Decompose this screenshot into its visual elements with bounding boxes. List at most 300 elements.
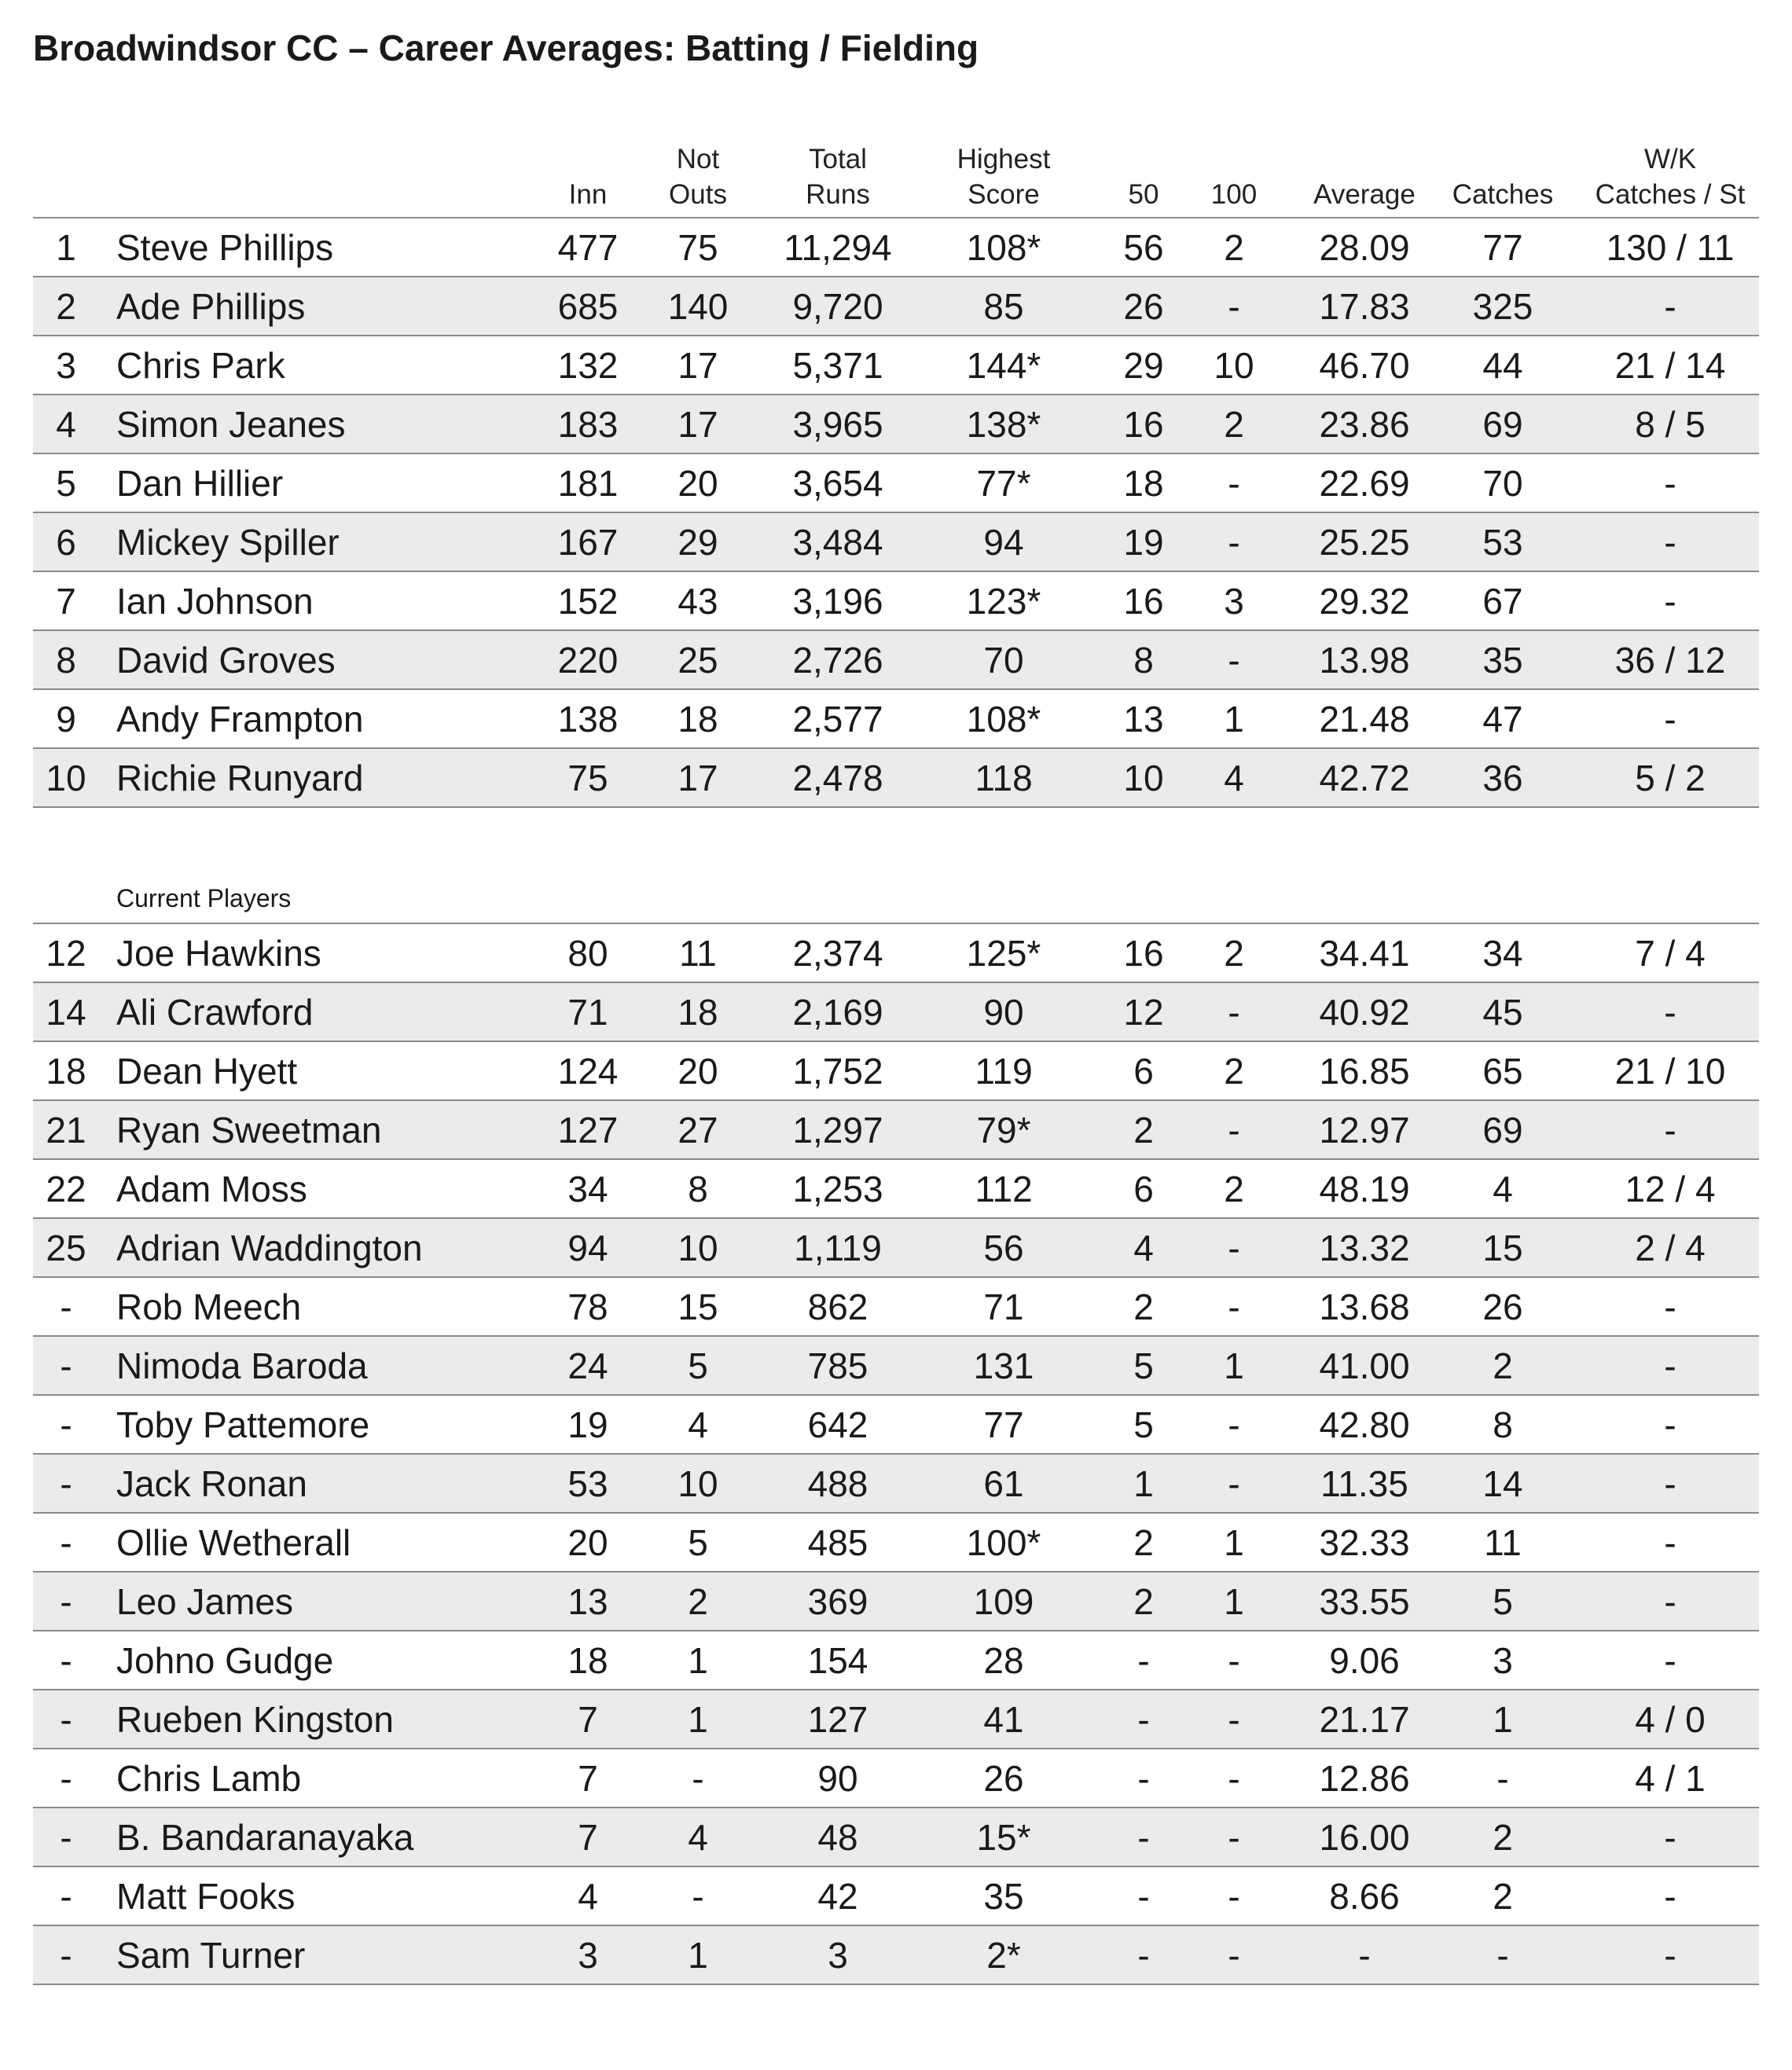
cell-catches: 45: [1482, 992, 1523, 1033]
cell-wk-catches-stumpings: -: [1664, 1935, 1676, 1976]
cell-catches: 1: [1493, 1699, 1513, 1740]
cell-name: David Groves: [116, 640, 336, 681]
cell-wk-catches-stumpings: -: [1664, 1581, 1676, 1622]
cell-highest-score: 108*: [966, 699, 1041, 740]
cell-highest-score: 41: [983, 1699, 1024, 1740]
cell-catches: 36: [1482, 758, 1523, 798]
cell-name: Ali Crawford: [116, 992, 314, 1033]
cell-fifties: 2: [1133, 1286, 1154, 1327]
cell-wk-catches-stumpings: 21 / 14: [1614, 345, 1726, 386]
cell-highest-score: 100*: [966, 1522, 1041, 1563]
cell-fifties: 29: [1123, 345, 1164, 386]
cell-wk-catches-stumpings: 36 / 12: [1614, 640, 1726, 681]
cell-not-outs: 15: [678, 1286, 718, 1327]
cell-name: Jack Ronan: [116, 1463, 307, 1504]
cell-name: Toby Pattemore: [116, 1404, 370, 1445]
cell-catches: 8: [1493, 1404, 1513, 1445]
cell-wk-catches-stumpings: -: [1664, 1345, 1676, 1386]
cell-not-outs: 140: [667, 286, 729, 327]
cell-average: 13.98: [1319, 640, 1410, 681]
cell-average: 8.66: [1329, 1876, 1400, 1917]
table-row: [33, 688, 1759, 747]
header-not-outs: [619, 118, 777, 212]
cell-innings: 685: [557, 286, 619, 327]
table-row: [33, 1925, 1759, 1985]
table-row: [33, 571, 1759, 629]
cell-average: 11.35: [1320, 1463, 1408, 1504]
cell-catches: 2: [1493, 1345, 1513, 1386]
cell-not-outs: 1: [688, 1699, 708, 1740]
cell-rank: 22: [46, 1169, 86, 1209]
cell-catches: 14: [1482, 1463, 1523, 1504]
cell-total-runs: 2,374: [792, 933, 883, 974]
cell-not-outs: 75: [678, 227, 718, 268]
cell-not-outs: -: [692, 1758, 704, 1799]
cell-hundreds: 4: [1224, 758, 1244, 798]
cell-fifties: 13: [1123, 699, 1164, 740]
cell-average: 22.69: [1319, 463, 1410, 504]
page-title: Broadwindsor CC – Career Averages: Batting / Fielding: [33, 28, 979, 68]
cell-catches: 5: [1493, 1581, 1513, 1622]
cell-highest-score: 119: [975, 1051, 1033, 1092]
cell-wk-catches-stumpings: -: [1664, 1286, 1676, 1327]
cell-total-runs: 369: [807, 1581, 868, 1622]
table-row: [33, 1335, 1759, 1394]
cell-total-runs: 1,752: [792, 1051, 883, 1092]
cell-total-runs: 5,371: [792, 345, 883, 386]
cell-total-runs: 3,484: [792, 522, 883, 563]
cell-average: 23.86: [1319, 404, 1410, 445]
cell-average: 41.00: [1319, 1345, 1410, 1386]
cell-average: 40.92: [1319, 992, 1410, 1033]
cell-catches: 70: [1482, 463, 1523, 504]
cell-total-runs: 1,253: [792, 1169, 883, 1209]
cell-rank: -: [60, 1699, 72, 1740]
table-row: [33, 1866, 1759, 1925]
cell-innings: 152: [557, 581, 619, 622]
cell-wk-catches-stumpings: -: [1664, 1110, 1676, 1151]
cell-innings: 80: [567, 933, 608, 974]
table-row: [33, 1158, 1759, 1217]
cell-rank: -: [60, 1522, 72, 1563]
cell-highest-score: 61: [983, 1463, 1024, 1504]
cell-rank: 12: [46, 933, 86, 974]
cell-not-outs: 8: [688, 1169, 708, 1209]
cell-not-outs: 29: [678, 522, 718, 563]
cell-fifties: 2: [1133, 1110, 1154, 1151]
cell-catches: 65: [1482, 1051, 1523, 1092]
cell-name: Chris Park: [116, 345, 285, 386]
cell-not-outs: 4: [688, 1817, 708, 1858]
cell-not-outs: 17: [678, 345, 718, 386]
cell-average: 46.70: [1319, 345, 1410, 386]
cell-rank: -: [60, 1463, 72, 1504]
table-row: [33, 982, 1759, 1041]
cell-name: Steve Phillips: [116, 227, 334, 268]
cell-average: 16.00: [1319, 1817, 1410, 1858]
cell-rank: 18: [46, 1051, 86, 1092]
cell-rank: 4: [56, 404, 76, 445]
header-line: Outs: [669, 179, 727, 210]
cell-rank: -: [60, 1640, 72, 1681]
cell-rank: -: [60, 1581, 72, 1622]
cell-total-runs: 9,720: [792, 286, 883, 327]
cell-name: Mickey Spiller: [116, 522, 340, 563]
cell-innings: 53: [567, 1463, 608, 1504]
cell-not-outs: 1: [688, 1640, 708, 1681]
cell-hundreds: 1: [1224, 699, 1244, 740]
cell-hundreds: -: [1228, 522, 1240, 563]
cell-hundreds: 2: [1224, 404, 1244, 445]
cell-name: Chris Lamb: [116, 1758, 302, 1799]
cell-highest-score: 144*: [966, 345, 1041, 386]
cell-total-runs: 642: [807, 1404, 868, 1445]
header-line: [1286, 141, 1443, 177]
cell-name: Rob Meech: [116, 1286, 302, 1327]
header-catches: [1424, 118, 1581, 212]
header-line: Highest: [957, 144, 1051, 174]
cell-not-outs: 43: [678, 581, 718, 622]
cell-name: Johno Gudge: [116, 1640, 334, 1681]
section-label-current-players: Current Players: [116, 884, 292, 912]
cell-rank: 14: [46, 992, 86, 1033]
cell-total-runs: 2,577: [792, 699, 883, 740]
cell-hundreds: -: [1228, 1758, 1240, 1799]
header-line: Catches: [1452, 179, 1554, 210]
cell-wk-catches-stumpings: -: [1664, 286, 1676, 327]
cell-wk-catches-stumpings: -: [1664, 522, 1676, 563]
cell-innings: 181: [557, 463, 619, 504]
table-row: [33, 1689, 1759, 1748]
cell-innings: 24: [567, 1345, 608, 1386]
cell-fifties: -: [1137, 1876, 1150, 1917]
cell-fifties: 6: [1133, 1051, 1154, 1092]
cell-rank: -: [60, 1876, 72, 1917]
cell-innings: 71: [567, 992, 608, 1033]
cell-catches: 26: [1482, 1286, 1523, 1327]
cell-rank: 10: [46, 758, 86, 798]
cell-total-runs: 1,297: [792, 1110, 883, 1151]
cell-average: 9.06: [1329, 1640, 1400, 1681]
cell-wk-catches-stumpings: 8 / 5: [1635, 404, 1706, 445]
cell-name: B. Bandaranayaka: [116, 1817, 414, 1858]
cell-catches: 44: [1482, 345, 1523, 386]
cell-wk-catches-stumpings: -: [1664, 463, 1676, 504]
cell-highest-score: 79*: [976, 1110, 1031, 1151]
cell-name: Joe Hawkins: [116, 933, 321, 974]
table-row: [33, 276, 1759, 335]
cell-innings: 78: [567, 1286, 608, 1327]
cell-not-outs: 10: [678, 1463, 718, 1504]
cell-fifties: 6: [1133, 1169, 1154, 1209]
cell-fifties: -: [1137, 1935, 1150, 1976]
cell-average: 32.33: [1319, 1522, 1410, 1563]
cell-wk-catches-stumpings: -: [1664, 1404, 1676, 1445]
top-players-table: [33, 217, 1759, 808]
header-line: Runs: [806, 179, 870, 210]
cell-rank: 2: [56, 286, 76, 327]
cell-wk-catches-stumpings: 21 / 10: [1614, 1051, 1726, 1092]
cell-wk-catches-stumpings: -: [1664, 1522, 1676, 1563]
cell-highest-score: 131: [973, 1345, 1034, 1386]
cell-not-outs: 18: [678, 992, 718, 1033]
cell-hundreds: -: [1228, 1817, 1240, 1858]
cell-name: Andy Frampton: [116, 699, 364, 740]
cell-highest-score: 123*: [966, 581, 1041, 622]
cell-catches: 77: [1482, 227, 1523, 268]
cell-highest-score: 85: [983, 286, 1024, 327]
cell-highest-score: 71: [983, 1286, 1024, 1327]
cell-hundreds: -: [1228, 1463, 1240, 1504]
cell-fifties: -: [1137, 1817, 1150, 1858]
cell-innings: 19: [567, 1404, 608, 1445]
header-line: Total: [809, 144, 867, 174]
cell-catches: 2: [1493, 1876, 1513, 1917]
cell-not-outs: 17: [678, 404, 718, 445]
cell-innings: 138: [557, 699, 619, 740]
cell-fifties: 8: [1133, 640, 1154, 681]
cell-average: 13.68: [1319, 1286, 1410, 1327]
cell-catches: 15: [1482, 1228, 1523, 1268]
cell-rank: 7: [56, 581, 76, 622]
cell-name: Adam Moss: [116, 1169, 307, 1209]
cell-name: Ian Johnson: [116, 581, 314, 622]
cell-innings: 127: [557, 1110, 619, 1151]
table-row: [33, 453, 1759, 512]
cell-name: Simon Jeanes: [116, 404, 346, 445]
cell-hundreds: -: [1228, 1110, 1240, 1151]
cell-highest-score: 70: [983, 640, 1024, 681]
table-row: [33, 629, 1759, 688]
cell-not-outs: -: [692, 1876, 704, 1917]
cell-fifties: 56: [1123, 227, 1164, 268]
cell-rank: 1: [56, 227, 76, 268]
cell-total-runs: 3,965: [792, 404, 883, 445]
cell-hundreds: -: [1228, 1876, 1240, 1917]
cell-rank: -: [60, 1817, 72, 1858]
cell-innings: 167: [557, 522, 619, 563]
cell-total-runs: 2,478: [792, 758, 883, 798]
cell-not-outs: 10: [678, 1228, 718, 1268]
cell-highest-score: 94: [983, 522, 1024, 563]
cell-fifties: 12: [1123, 992, 1164, 1033]
cell-not-outs: 11: [679, 933, 717, 974]
header-average: [1286, 118, 1443, 212]
cell-name: Dean Hyett: [116, 1051, 298, 1092]
cell-catches: 53: [1482, 522, 1523, 563]
cell-not-outs: 4: [688, 1404, 708, 1445]
cell-highest-score: 108*: [966, 227, 1041, 268]
cell-wk-catches-stumpings: 4 / 0: [1635, 1699, 1706, 1740]
header-line: 100: [1210, 179, 1258, 210]
cell-innings: 477: [557, 227, 619, 268]
cell-catches: 69: [1482, 1110, 1523, 1151]
cell-catches: 67: [1482, 581, 1523, 622]
cell-fifties: 1: [1133, 1463, 1154, 1504]
table-row: [33, 1571, 1759, 1630]
cell-wk-catches-stumpings: -: [1664, 699, 1676, 740]
cell-average: 16.85: [1319, 1051, 1410, 1092]
cell-hundreds: -: [1228, 992, 1240, 1033]
cell-total-runs: 2,726: [792, 640, 883, 681]
header-line: 50: [1128, 179, 1159, 210]
header-line: Inn: [568, 179, 608, 210]
current-players-table: [33, 923, 1759, 1985]
cell-hundreds: 2: [1224, 227, 1244, 268]
header-line: Not: [676, 144, 720, 174]
table-row: [33, 1394, 1759, 1453]
cell-hundreds: -: [1228, 1640, 1240, 1681]
cell-hundreds: -: [1228, 286, 1240, 327]
cell-wk-catches-stumpings: 5 / 2: [1635, 758, 1706, 798]
cell-catches: 34: [1482, 933, 1523, 974]
table-row: [33, 1099, 1759, 1158]
cell-fifties: 4: [1133, 1228, 1154, 1268]
cell-average: 21.17: [1319, 1699, 1410, 1740]
cell-hundreds: 1: [1224, 1522, 1244, 1563]
header-line: [1424, 141, 1581, 177]
header-line: W/K: [1643, 144, 1697, 174]
cell-average: 42.80: [1319, 1404, 1410, 1445]
cell-not-outs: 20: [678, 1051, 718, 1092]
cell-not-outs: 18: [678, 699, 718, 740]
table-row: [33, 1217, 1759, 1276]
cell-wk-catches-stumpings: 130 / 11: [1606, 227, 1735, 268]
table-row: [33, 1807, 1759, 1866]
cell-average: 34.41: [1319, 933, 1410, 974]
cell-fifties: 5: [1133, 1404, 1154, 1445]
cell-rank: 6: [56, 522, 76, 563]
cell-hundreds: -: [1228, 1404, 1240, 1445]
cell-rank: -: [60, 1758, 72, 1799]
cell-name: Richie Runyard: [116, 758, 364, 798]
cell-fifties: 16: [1123, 933, 1164, 974]
cell-innings: 124: [557, 1051, 619, 1092]
cell-name: Matt Fooks: [116, 1876, 296, 1917]
table-row: [33, 1630, 1759, 1689]
cell-average: 12.97: [1319, 1110, 1410, 1151]
cell-not-outs: 20: [678, 463, 718, 504]
cell-total-runs: 3,654: [792, 463, 883, 504]
cell-total-runs: 785: [807, 1345, 868, 1386]
cell-average: 28.09: [1319, 227, 1410, 268]
cell-fifties: 2: [1133, 1581, 1154, 1622]
cell-total-runs: 485: [807, 1522, 868, 1563]
cell-name: Ryan Sweetman: [116, 1110, 382, 1151]
cell-catches: 47: [1482, 699, 1523, 740]
cell-name: Ollie Wetherall: [116, 1522, 351, 1563]
cell-wk-catches-stumpings: -: [1664, 1817, 1676, 1858]
cell-rank: -: [60, 1345, 72, 1386]
cell-highest-score: 138*: [966, 404, 1041, 445]
header-line: Catches / St: [1595, 179, 1746, 210]
cell-highest-score: 125*: [966, 933, 1041, 974]
cell-wk-catches-stumpings: 7 / 4: [1635, 933, 1706, 974]
cell-highest-score: 90: [983, 992, 1024, 1033]
cell-total-runs: 154: [807, 1640, 868, 1681]
cell-highest-score: 15*: [976, 1817, 1031, 1858]
cell-name: Rueben Kingston: [116, 1699, 394, 1740]
cell-hundreds: 10: [1214, 345, 1254, 386]
cell-innings: 7: [578, 1758, 598, 1799]
cell-name: Dan Hillier: [116, 463, 284, 504]
cell-innings: 20: [567, 1522, 608, 1563]
cell-average: 25.25: [1319, 522, 1410, 563]
cell-average: 29.32: [1319, 581, 1410, 622]
cell-hundreds: -: [1228, 1935, 1240, 1976]
cell-rank: 9: [56, 699, 76, 740]
cell-rank: 5: [56, 463, 76, 504]
cell-not-outs: 1: [688, 1935, 708, 1976]
cell-highest-score: 28: [983, 1640, 1024, 1681]
header-total-runs: [759, 118, 916, 212]
cell-not-outs: 17: [678, 758, 718, 798]
cell-highest-score: 77: [983, 1404, 1024, 1445]
cell-total-runs: 3,196: [792, 581, 883, 622]
cell-total-runs: 11,294: [784, 227, 892, 268]
table-row: [33, 217, 1759, 276]
cell-catches: -: [1496, 1758, 1509, 1799]
cell-wk-catches-stumpings: -: [1664, 1876, 1676, 1917]
cell-rank: -: [60, 1404, 72, 1445]
cell-innings: 3: [578, 1935, 598, 1976]
cell-innings: 7: [578, 1817, 598, 1858]
cell-wk-catches-stumpings: 12 / 4: [1625, 1169, 1716, 1209]
cell-total-runs: 127: [807, 1699, 868, 1740]
cell-hundreds: -: [1228, 640, 1240, 681]
cell-not-outs: 5: [688, 1522, 708, 1563]
cell-catches: 4: [1493, 1169, 1513, 1209]
table-row: [33, 335, 1759, 394]
table-row: [33, 1748, 1759, 1807]
cell-catches: 35: [1482, 640, 1523, 681]
cell-average: 21.48: [1319, 699, 1410, 740]
cell-hundreds: -: [1228, 463, 1240, 504]
table-row: [33, 1453, 1759, 1512]
cell-highest-score: 56: [983, 1228, 1024, 1268]
cell-hundreds: 2: [1224, 1051, 1244, 1092]
cell-innings: 132: [557, 345, 619, 386]
cell-hundreds: 2: [1224, 933, 1244, 974]
cell-hundreds: -: [1228, 1699, 1240, 1740]
cell-innings: 183: [557, 404, 619, 445]
cell-name: Leo James: [116, 1581, 294, 1622]
table-row: [33, 923, 1759, 982]
cell-wk-catches-stumpings: -: [1664, 1640, 1676, 1681]
cell-name: Adrian Waddington: [116, 1228, 423, 1268]
cell-not-outs: 5: [688, 1345, 708, 1386]
cell-average: 12.86: [1319, 1758, 1410, 1799]
cell-highest-score: 112: [975, 1169, 1033, 1209]
cell-wk-catches-stumpings: 4 / 1: [1635, 1758, 1706, 1799]
cell-total-runs: 862: [807, 1286, 868, 1327]
header-line: Average: [1313, 179, 1416, 210]
cell-highest-score: 35: [983, 1876, 1024, 1917]
cell-highest-score: 77*: [976, 463, 1031, 504]
cell-fifties: 10: [1123, 758, 1164, 798]
cell-average: 13.32: [1319, 1228, 1410, 1268]
cell-not-outs: 27: [678, 1110, 718, 1151]
cell-innings: 7: [578, 1699, 598, 1740]
cell-total-runs: 2,169: [792, 992, 883, 1033]
cell-rank: 25: [46, 1228, 86, 1268]
cell-hundreds: 1: [1224, 1345, 1244, 1386]
table-row: [33, 512, 1759, 571]
cell-hundreds: 3: [1224, 581, 1244, 622]
cell-highest-score: 26: [983, 1758, 1024, 1799]
cell-name: Sam Turner: [116, 1935, 306, 1976]
cell-fifties: 16: [1123, 404, 1164, 445]
